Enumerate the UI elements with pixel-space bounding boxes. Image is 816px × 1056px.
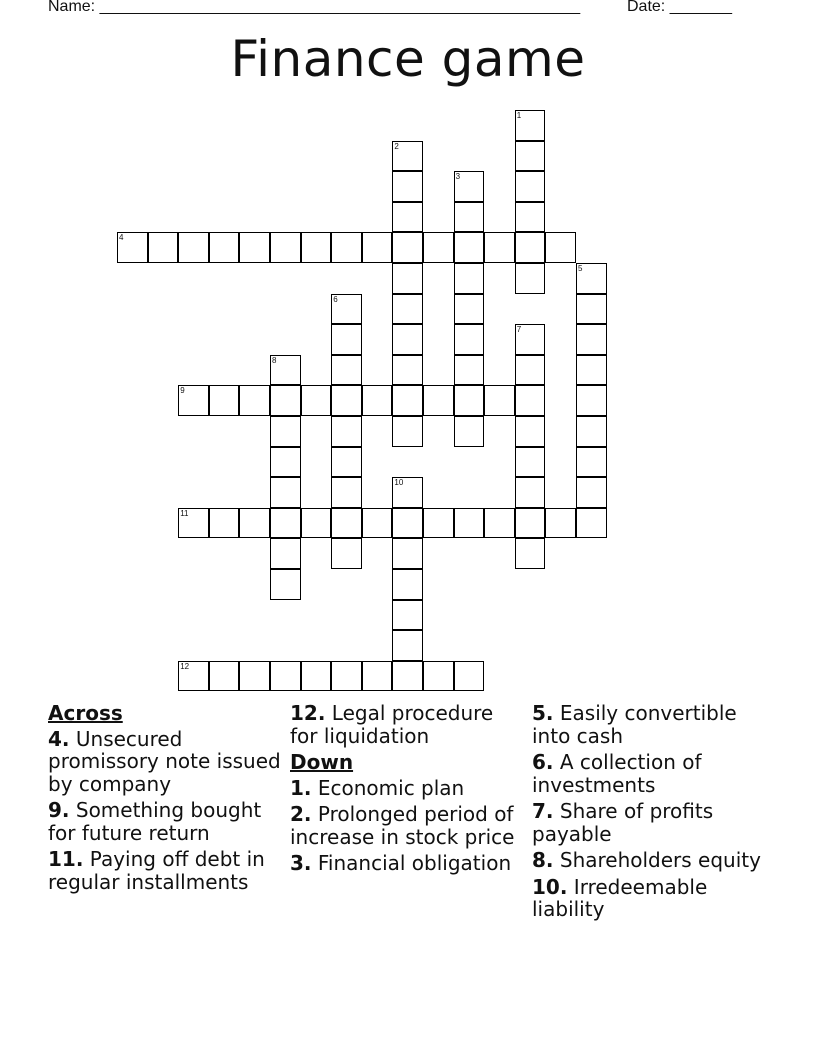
name-field-label: Name: ______________________________________________________	[48, 0, 581, 15]
clue-down-7	[532, 800, 768, 845]
cell-number-label: 5	[578, 264, 583, 273]
crossword-cell[interactable]	[301, 661, 332, 692]
clue-down-3	[290, 852, 526, 875]
clue-text: Economic plan	[317, 775, 465, 800]
date-field-label: Date: _______	[627, 0, 732, 15]
clue-number: 1.	[290, 775, 312, 800]
crossword-cell[interactable]	[423, 508, 454, 539]
clue-number: 10.	[532, 874, 568, 899]
clue-number: 4.	[48, 726, 70, 751]
crossword-cell[interactable]	[545, 232, 576, 263]
crossword-cell[interactable]	[270, 508, 301, 539]
crossword-cell[interactable]	[576, 324, 607, 355]
clue-across-4	[48, 728, 284, 796]
clue-down-2	[290, 803, 526, 848]
cell-number-label: 7	[516, 325, 522, 335]
across-heading: Across	[48, 701, 123, 725]
crossword-cell[interactable]	[392, 385, 423, 416]
crossword-cell[interactable]	[454, 508, 485, 539]
crossword-cell[interactable]	[515, 477, 546, 508]
crossword-cell[interactable]	[392, 324, 423, 355]
crossword-cell[interactable]	[515, 355, 546, 386]
clue-number: 5.	[532, 701, 554, 725]
crossword-cell[interactable]	[331, 508, 362, 539]
clue-down-8	[532, 849, 768, 872]
cell-number-label: 12	[180, 661, 190, 671]
crossword-cell[interactable]	[515, 416, 546, 447]
crossword-cell[interactable]	[515, 447, 546, 478]
crossword-cell[interactable]	[270, 569, 301, 600]
clue-number: 6.	[532, 750, 554, 774]
crossword-cell[interactable]	[454, 416, 485, 447]
crossword-cell[interactable]	[301, 232, 332, 263]
crossword-cell[interactable]	[515, 232, 546, 263]
crossword-cell[interactable]	[454, 355, 485, 386]
crossword-cell[interactable]	[576, 508, 607, 539]
clue-text: Prolonged period of increase in stock price	[290, 802, 515, 849]
crossword-cell[interactable]	[515, 202, 546, 233]
crossword-cell[interactable]	[392, 661, 423, 692]
crossword-cell[interactable]	[392, 263, 423, 294]
crossword-cell[interactable]	[576, 294, 607, 325]
crossword-cell[interactable]	[423, 232, 454, 263]
crossword-cell[interactable]	[392, 416, 423, 447]
crossword-cell[interactable]	[392, 171, 423, 202]
cell-number-label: 9	[180, 386, 185, 396]
cell-number-label: 4	[119, 233, 124, 243]
crossword-cell[interactable]	[209, 508, 240, 539]
clue-column-2	[290, 702, 526, 879]
clue-number: 11.	[48, 847, 84, 871]
crossword-cell[interactable]	[545, 508, 576, 539]
clue-number: 7.	[532, 799, 554, 823]
crossword-cell[interactable]	[331, 385, 362, 416]
crossword-cell[interactable]	[331, 324, 362, 355]
clue-down-10	[532, 876, 768, 921]
crossword-cell[interactable]	[576, 477, 607, 508]
clue-across-12	[290, 702, 526, 747]
clue-text: Shareholders equity	[559, 848, 761, 872]
crossword-cell[interactable]	[392, 232, 423, 263]
crossword-cell[interactable]	[515, 171, 546, 202]
crossword-cell[interactable]	[454, 324, 485, 355]
crossword-cell[interactable]	[362, 508, 393, 539]
crossword-cell[interactable]	[515, 263, 546, 294]
crossword-cell[interactable]	[331, 661, 362, 692]
crossword-cell[interactable]	[392, 355, 423, 386]
crossword-cell[interactable]	[270, 447, 301, 478]
crossword-cell[interactable]	[392, 202, 423, 233]
crossword-cell[interactable]	[239, 385, 270, 416]
crossword-cell[interactable]	[576, 385, 607, 416]
cell-number-label: 6	[333, 294, 338, 304]
crossword-cell[interactable]	[515, 538, 546, 569]
cell-number-label: 1	[516, 111, 522, 120]
clue-text: Unsecured promissory note issued by company	[48, 726, 281, 796]
cell-number-label: 10	[394, 478, 404, 488]
crossword-cell[interactable]	[454, 661, 485, 692]
clue-down-5	[532, 702, 768, 747]
crossword-cell[interactable]	[515, 141, 546, 172]
crossword-cell[interactable]	[148, 232, 179, 263]
crossword-cell[interactable]	[392, 600, 423, 631]
down-heading: Down	[290, 750, 354, 774]
crossword-cell[interactable]	[270, 232, 301, 263]
crossword-cell[interactable]	[392, 569, 423, 600]
crossword-cell[interactable]	[178, 232, 209, 263]
cell-number-label: 8	[272, 355, 277, 365]
crossword-cell[interactable]	[270, 538, 301, 569]
crossword-cell[interactable]	[454, 385, 485, 416]
page-title: Finance game	[230, 30, 586, 88]
crossword-cell[interactable]	[515, 385, 546, 416]
clue-text: Irredeemable liability	[532, 874, 708, 921]
crossword-cell[interactable]	[331, 447, 362, 478]
crossword-cell[interactable]	[331, 355, 362, 386]
crossword-cell[interactable]	[392, 630, 423, 661]
crossword-cell[interactable]	[270, 416, 301, 447]
clue-down-6	[532, 751, 768, 796]
crossword-cell[interactable]	[209, 385, 240, 416]
cell-number-label: 2	[394, 141, 399, 151]
crossword-cell[interactable]	[270, 477, 301, 508]
clue-text: Paying off debt in regular installments	[48, 847, 265, 894]
crossword-cell[interactable]	[270, 661, 301, 692]
clue-down-1	[290, 777, 526, 800]
crossword-cell[interactable]	[301, 385, 332, 416]
crossword-cell[interactable]	[423, 385, 454, 416]
crossword-cell[interactable]	[515, 508, 546, 539]
cell-number-label: 11	[180, 508, 189, 518]
clue-column-3	[532, 702, 768, 925]
crossword-cell[interactable]	[454, 232, 485, 263]
clue-text: Legal procedure for liquidation	[290, 701, 494, 748]
crossword-cell[interactable]	[239, 508, 270, 539]
clue-across-9	[48, 799, 284, 844]
clue-number: 8.	[532, 848, 554, 872]
clue-across-11	[48, 848, 284, 893]
crossword-cell[interactable]	[209, 232, 240, 263]
clue-text: Easily convertible into cash	[532, 701, 737, 748]
crossword-cell[interactable]	[392, 508, 423, 539]
clue-text: Share of profits payable	[532, 799, 714, 846]
crossword-cell[interactable]	[239, 232, 270, 263]
crossword-cell[interactable]	[331, 538, 362, 569]
clue-text: A collection of investments	[532, 750, 702, 797]
crossword-cell[interactable]	[484, 385, 515, 416]
clue-text: Financial obligation	[317, 851, 512, 875]
crossword-cell[interactable]	[362, 385, 393, 416]
crossword-cell[interactable]	[331, 477, 362, 508]
crossword-cell[interactable]	[362, 232, 393, 263]
crossword-cell[interactable]	[576, 416, 607, 447]
clue-text: Something bought for future return	[48, 798, 262, 845]
clue-number: 12.	[290, 701, 326, 725]
clue-number: 3.	[290, 851, 312, 875]
crossword-cell[interactable]	[454, 202, 485, 233]
crossword-cell[interactable]	[454, 294, 485, 325]
crossword-cell[interactable]	[454, 263, 485, 294]
crossword-cell[interactable]	[362, 661, 393, 692]
crossword-cell[interactable]	[239, 661, 270, 692]
crossword-cell[interactable]	[392, 538, 423, 569]
clue-column-1	[48, 702, 284, 897]
crossword-cell[interactable]	[484, 508, 515, 539]
clue-number: 2.	[290, 802, 312, 826]
crossword-cell[interactable]	[270, 385, 301, 416]
crossword-cell[interactable]	[331, 416, 362, 447]
crossword-cell[interactable]	[301, 508, 332, 539]
crossword-cell[interactable]	[209, 661, 240, 692]
clue-number: 9.	[48, 798, 70, 822]
crossword-cell[interactable]	[576, 355, 607, 386]
cell-number-label: 3	[455, 172, 461, 182]
crossword-cell[interactable]	[331, 232, 362, 263]
crossword-cell[interactable]	[484, 232, 515, 263]
crossword-cell[interactable]	[392, 294, 423, 325]
crossword-cell[interactable]	[423, 661, 454, 692]
crossword-cell[interactable]	[576, 447, 607, 478]
